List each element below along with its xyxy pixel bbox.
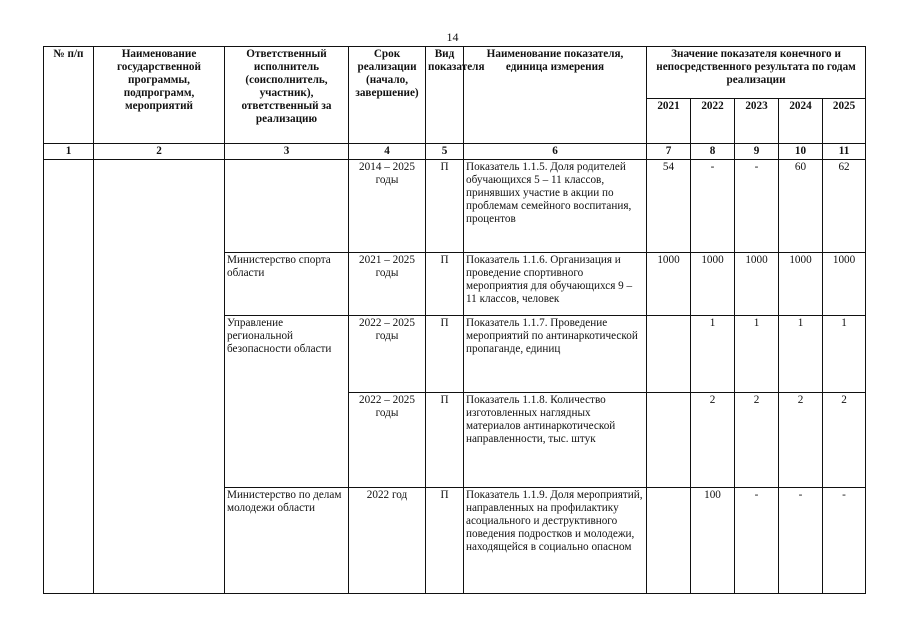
cell-indicator: Показатель 1.1.9. Доля мероприятий, направленных на профилактику асоциального и деструктивного поведения подростков и молодежи, находящейся в социально опасном bbox=[464, 487, 647, 593]
cell-value-2025: 62 bbox=[823, 159, 866, 252]
cell-value-2021: 54 bbox=[647, 159, 691, 252]
column-number: 6 bbox=[464, 144, 647, 160]
column-number-row bbox=[44, 144, 866, 160]
cell-value-2025: 2 bbox=[823, 392, 866, 487]
indicators-table bbox=[43, 46, 866, 594]
cell-responsible: Министерство спорта области bbox=[225, 252, 349, 315]
cell-responsible: Управление региональной безопасности области bbox=[225, 315, 349, 487]
cell-value-2023: 1000 bbox=[735, 252, 779, 315]
column-number: 11 bbox=[823, 144, 866, 160]
table-row bbox=[44, 159, 866, 252]
cell-name bbox=[94, 159, 225, 593]
header-num: № п/п bbox=[44, 47, 94, 144]
column-number: 8 bbox=[691, 144, 735, 160]
cell-term: 2014 – 2025 годы bbox=[349, 159, 426, 252]
cell-value-2024: 1 bbox=[779, 315, 823, 392]
cell-value-2021 bbox=[647, 392, 691, 487]
cell-num bbox=[44, 159, 94, 593]
header-type: Вид показателя bbox=[426, 47, 464, 144]
header-year: 2022 bbox=[691, 99, 735, 144]
header-values-group: Значение показателя конечного и непосредственного результата по годам реализации bbox=[647, 47, 866, 99]
header-year: 2021 bbox=[647, 99, 691, 144]
cell-indicator: Показатель 1.1.7. Проведение мероприятий по антинаркотической пропаганде, единиц bbox=[464, 315, 647, 392]
column-number: 9 bbox=[735, 144, 779, 160]
header-year: 2023 bbox=[735, 99, 779, 144]
cell-value-2024: 1000 bbox=[779, 252, 823, 315]
cell-type: П bbox=[426, 315, 464, 392]
header-name: Наименование государственной программы, подпрограмм, мероприятий bbox=[94, 47, 225, 144]
cell-value-2021: 1000 bbox=[647, 252, 691, 315]
column-number: 2 bbox=[94, 144, 225, 160]
column-number: 7 bbox=[647, 144, 691, 160]
cell-value-2025: - bbox=[823, 487, 866, 593]
cell-value-2022: 2 bbox=[691, 392, 735, 487]
cell-value-2021 bbox=[647, 487, 691, 593]
cell-value-2022: 1000 bbox=[691, 252, 735, 315]
cell-responsible: Министерство по делам молодежи области bbox=[225, 487, 349, 593]
cell-value-2023: - bbox=[735, 487, 779, 593]
cell-value-2024: - bbox=[779, 487, 823, 593]
cell-type: П bbox=[426, 252, 464, 315]
header-year: 2025 bbox=[823, 99, 866, 144]
cell-responsible bbox=[225, 159, 349, 252]
cell-value-2024: 2 bbox=[779, 392, 823, 487]
cell-value-2023: - bbox=[735, 159, 779, 252]
cell-indicator: Показатель 1.1.5. Доля родителей обучающихся 5 – 11 классов, принявших участие в акции по проблемам семейного воспитания, процентов bbox=[464, 159, 647, 252]
column-number: 10 bbox=[779, 144, 823, 160]
header-indicator: Наименование показателя, единица измерения bbox=[464, 47, 647, 144]
cell-value-2022: 1 bbox=[691, 315, 735, 392]
cell-value-2023: 2 bbox=[735, 392, 779, 487]
cell-value-2023: 1 bbox=[735, 315, 779, 392]
cell-indicator: Показатель 1.1.6. Организация и проведение спортивного мероприятия для обучающихся 9 – 11 классов, человек bbox=[464, 252, 647, 315]
cell-value-2021 bbox=[647, 315, 691, 392]
cell-value-2022: - bbox=[691, 159, 735, 252]
header-year: 2024 bbox=[779, 99, 823, 144]
cell-type: П bbox=[426, 159, 464, 252]
page-number: 14 bbox=[446, 30, 459, 44]
cell-term: 2021 – 2025 годы bbox=[349, 252, 426, 315]
column-number: 3 bbox=[225, 144, 349, 160]
cell-value-2025: 1 bbox=[823, 315, 866, 392]
header-term: Срок реализации (начало, завершение) bbox=[349, 47, 426, 144]
column-number: 4 bbox=[349, 144, 426, 160]
column-number: 1 bbox=[44, 144, 94, 160]
cell-type: П bbox=[426, 392, 464, 487]
cell-value-2024: 60 bbox=[779, 159, 823, 252]
cell-value-2025: 1000 bbox=[823, 252, 866, 315]
cell-term: 2022 год bbox=[349, 487, 426, 593]
cell-term: 2022 – 2025 годы bbox=[349, 315, 426, 392]
header-responsible: Ответственный исполнитель (соисполнитель, участник), ответственный за реализацию bbox=[225, 47, 349, 144]
cell-term: 2022 – 2025 годы bbox=[349, 392, 426, 487]
cell-type: П bbox=[426, 487, 464, 593]
column-number: 5 bbox=[426, 144, 464, 160]
cell-indicator: Показатель 1.1.8. Количество изготовленных наглядных материалов антинаркотической направленности, тыс. штук bbox=[464, 392, 647, 487]
cell-value-2022: 100 bbox=[691, 487, 735, 593]
